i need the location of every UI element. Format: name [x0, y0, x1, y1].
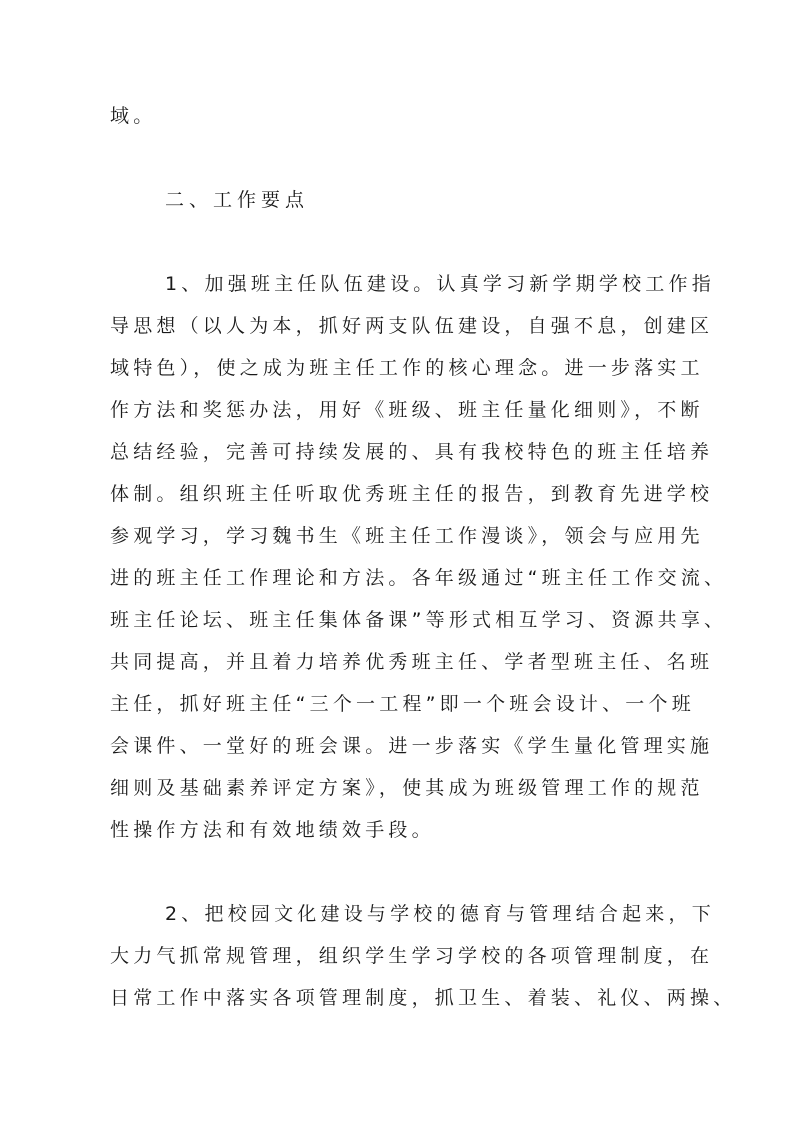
paragraph-1-line: 参观学习，学习魏书生《班主任工作漫谈》，领会与应用先	[110, 525, 704, 547]
paragraph-1-line: 班主任论坛、班主任集体备课”等形式相互学习、资源共享、	[110, 609, 728, 631]
paragraph-1-line: 性操作方法和有效地绩效手段。	[110, 819, 435, 841]
paragraph-2-line: 2、把校园文化建设与学校的德育与管理结合起来，下	[165, 903, 715, 925]
paragraph-1-line: 主任，抓好班主任“三个一工程”即一个班会设计、一个班	[110, 693, 695, 715]
section-heading: 二、工作要点	[165, 189, 310, 211]
paragraph-tail-line: 域。	[110, 105, 157, 127]
paragraph-1-line: 会课件、一堂好的班会课。进一步落实《学生量化管理实施	[110, 735, 714, 757]
paragraph-1-line: 域特色），使之成为班主任工作的核心理念。进一步落实工	[110, 357, 704, 379]
paragraph-1-line: 细则及基础素养评定方案》，使其成为班级管理工作的规范	[110, 777, 704, 799]
paragraph-1-line: 体制。组织班主任听取优秀班主任的报告，到教育先进学校	[110, 483, 714, 505]
paragraph-1-line: 1、加强班主任队伍建设。认真学习新学期学校工作指	[165, 273, 715, 295]
paragraph-1-line: 共同提高，并且着力培养优秀班主任、学者型班主任、名班	[110, 651, 714, 673]
paragraph-1-line: 作方法和奖惩办法，用好《班级、班主任量化细则》，不断	[110, 399, 704, 421]
paragraph-1-line: 进的班主任工作理论和方法。各年级通过“班主任工作交流、	[110, 567, 728, 589]
paragraph-2-line: 大力气抓常规管理，组织学生学习学校的各项管理制度，在	[110, 945, 714, 967]
paragraph-1-line: 导思想（以人为本，抓好两支队伍建设，自强不息，创建区	[110, 315, 714, 337]
paragraph-1-line: 总结经验，完善可持续发展的、具有我校特色的班主任培养	[110, 441, 714, 463]
paragraph-2-line: 日常工作中落实各项管理制度，抓卫生、着装、礼仪、两操、	[110, 987, 737, 1009]
